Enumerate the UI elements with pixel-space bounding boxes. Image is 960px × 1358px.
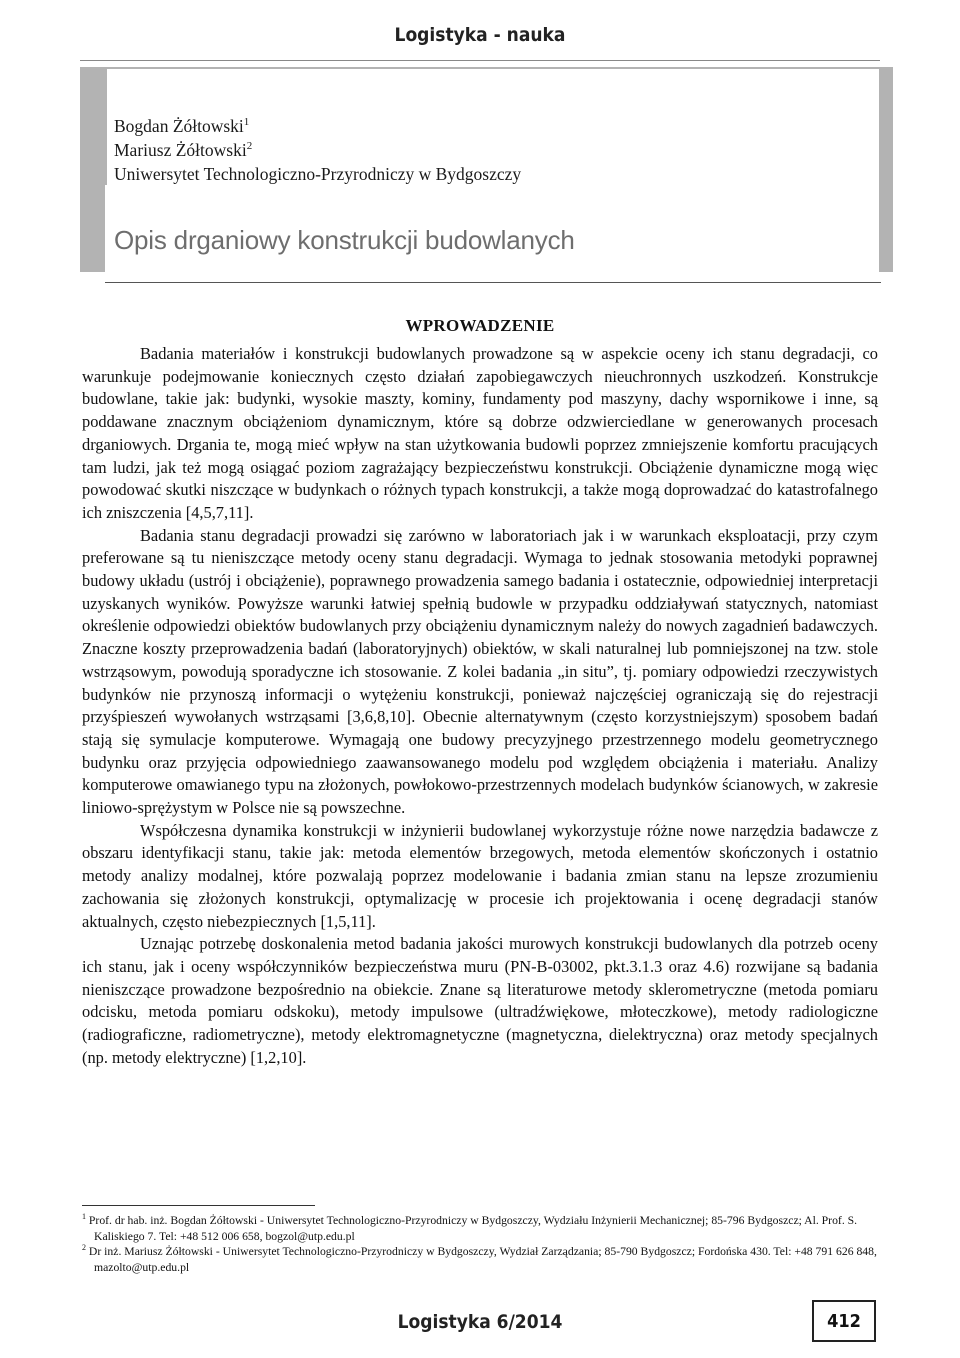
page-number: 412 [827, 1310, 861, 1332]
footnotes [82, 1213, 882, 1275]
title-divider [105, 282, 881, 283]
paragraph: Badania materiałów i konstrukcji budowlanych prowadzone są w aspekcie oceny ich stanu degradacji, co warunkuje podejmowanie koniecznych często działań zapobiegawczych nieuchronnych uszkodzeń. Konstrukcje budowlane, takie jak: budynki, wysokie maszty, kominy, fundamenty pod maszyny, dachy wspornikowe i inne, są poddawane znacznym obciążeniom dynamicznym, które są dobrze odzwierciedlane w generowanych procesach drganiowych. Drgania te, mogą mieć wpływ na stan użytkowania budowli poprzez zmniejszenie komfortu pracujących tam ludzi, jak też mogą osiągać poziom zagrażający bezpieczeństwu konstrukcji. Obciążenie dynamiczne mogą więc powodować skutki niszczące w budynkach o różnych typach konstrukcji, a także mogą doprowadzać do katastrofalnego ich zniszczenia [4,5,7,11]. [82, 344, 878, 522]
author-footnote-marker: 2 [246, 140, 253, 153]
footnote-text: Dr inż. Mariusz Żółtowski - Uniwersytet Technologiczno-Przyrodniczy w Bydgoszczy, Wydział Zarządzania; 85-790 Bydgoszcz; Fordońska 430. Tel: +48 791 626 848, mazolto@utp.edu.pl [88, 1245, 877, 1274]
paragraph: Badania stanu degradacji prowadzi się zarówno w laboratoriach jak i w warunkach eksploatacji, przy czym preferowane są tu nieniszczące metody oceny stanu degradacji. Wymaga to jednak stosowania metodyki poprawnej budowy układu (ustrój i obciążenie), poprawnego prowadzenia samego badania i ostatecznie, odpowiedniej interpretacji uzyskanych wyników. Powyższe warunki łatwiej spełnią budowle w przypadku oddziaływań statycznych, natomiast określenie odpowiedzi obiektów budowlanych przy obciążeniu dynamicznym należy do nowych zagadnień badawczych. Znaczne koszty przeprowadzenia badań (laboratoryjnych) obiektów, w skali naturalnej lub pomniejszonej na tzw. stole wstrząsowym, powodują sporadyczne ich stosowanie. Z kolei badania „in situ”, tj. pomiary odpowiedzi rzeczywistych budynków nie przynoszą informacji o wytężeniu konstrukcji, ponieważ najczęściej ograniczają się do rejestracji przyśpieszeń wywołanych wstrząsami [3,6,8,10]. Obecnie alternatywnym (często korzystniejszym) sposobem badań stają się symulacje komputerowe. Wymagają one budowy precyzyjnego przestrzennego modelu geometrycznego budynku oraz przyjęcia odpowiedniego zaawansowanego modelu pod względem obciążenia i materiału. Analizy komputerowe omawianego typu na złożonych, powłokowo-przestrzennych modelach budynków ścianowych, w zakresie liniowo-sprężystym w Polsce nie są powszechne. [82, 525, 878, 818]
paragraph: Uznając potrzebę doskonalenia metod badania jakości murowych konstrukcji budowlanych dla potrzeb oceny ich stanu, jak i oceny współczynników bezpieczeństwa muru (PN-B-03002, pkt.3.1.3 oraz 4.6) rozwijane są badania nieniszczące prowadzone bezpośrednio na obiekcie. Znane są literaturowe metody sklerometryczne (metoda pomiaru odcisku, metoda pomiaru odskoku), metody impulsowe (ultradźwiękowe, młoteczkowe), metody radiologiczne (radiograficzne, radiometryczne), metody elektromagnetyczne (magnetyczna, dielektryczna) oraz metody specjalnych (np. metody elektryczne) [1,2,10]. [82, 934, 878, 1067]
author-line [114, 114, 521, 138]
section-heading: WPROWADZENIE [405, 316, 555, 335]
author-line [114, 138, 521, 162]
author-block [114, 114, 521, 186]
paragraph: Współczesna dynamika konstrukcji w inżynierii budowlanej wykorzystuje różne nowe narzędzia badawcze z obszaru identyfikacji stanu, takie jak: metoda elementów brzegowych, metoda elementów skończonych i ostatnio metody analizy modalnej, które pozwalają poprzez modelowanie i badania zmian stanu na lepsze zrozumieniu zachowania się złożonych konstrukcji, optymalizację w procesie ich projektowania i ocenę degradacji stanów aktualnych, często niebezpiecznych [1,5,11]. [82, 820, 878, 931]
affiliation: Uniwersytet Technologiczno-Przyrodniczy w Bydgoszczy [114, 164, 522, 184]
author-footnote-marker: 1 [243, 116, 250, 129]
author-name: Bogdan Żółtowski [114, 116, 244, 136]
header-divider [80, 60, 880, 61]
footnote-text: Prof. dr hab. inż. Bogdan Żółtowski - Uniwersytet Technologiczno-Przyrodniczy w Bydgoszczy, Wydziału Inżynierii Mechanicznej; 85-796 Bydgoszcz; Al. Prof. S. Kaliskiego 7. Tel: +48 512 006 658, bogzol@utp.edu.pl [88, 1214, 858, 1243]
body-text [82, 343, 878, 1070]
journal-footer: Logistyka 6/2014 [397, 1311, 563, 1333]
footnote-marker: 2 [82, 1243, 86, 1253]
running-header: Logistyka - nauka [394, 24, 566, 46]
footnote [82, 1213, 882, 1244]
footnote-divider [82, 1205, 315, 1206]
paper-title: Opis drganiowy konstrukcji budowlanych [114, 225, 575, 255]
footnote [82, 1244, 882, 1275]
footnote-marker: 1 [82, 1212, 86, 1222]
author-name: Mariusz Żółtowski [114, 140, 247, 160]
page-number-box [812, 1300, 876, 1342]
